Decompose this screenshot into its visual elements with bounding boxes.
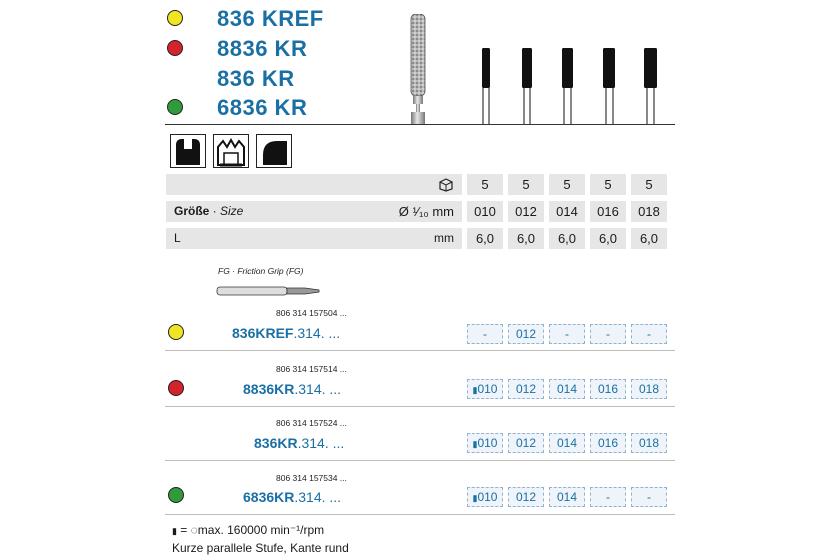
length-unit: mm (434, 231, 454, 245)
yellow-dot-icon (168, 324, 184, 340)
row-divider (165, 514, 675, 515)
size-label: Größe · Size (174, 204, 244, 218)
variant-cell: - (631, 324, 667, 344)
fg-shank-icon (215, 284, 325, 298)
length-label: L (174, 231, 181, 245)
crown-prep-icon (213, 134, 249, 168)
speed-limit-icon: ▮ (472, 493, 478, 503)
description-note: Kurze parallele Stufe, Kante rund (172, 541, 349, 555)
ref-number: 806 314 157534 ... (276, 473, 347, 483)
row-divider (165, 350, 675, 351)
variant-cell: - (590, 487, 626, 507)
package-icon (438, 177, 454, 192)
red-dot-icon (167, 40, 183, 56)
ref-number: 806 314 157504 ... (276, 308, 347, 318)
variant-cell: 014 (549, 433, 585, 453)
header-row-836kref (165, 6, 485, 32)
length-cell: 6,0 (631, 228, 667, 249)
size-row-bar (166, 201, 462, 222)
yellow-dot-icon (167, 10, 183, 26)
variant-cell: 018 (631, 433, 667, 453)
variant-cell: ▮010 (467, 379, 503, 399)
shoulder-prep-icon (256, 134, 292, 168)
pack-cell: 5 (467, 174, 503, 195)
product-code: 6836KR.314. ... (243, 489, 342, 505)
length-cell: 6,0 (467, 228, 503, 249)
size-cell: 012 (508, 201, 544, 222)
variant-cell: 016 (590, 379, 626, 399)
pack-cell: 5 (549, 174, 585, 195)
header-title: 836 KREF (217, 6, 324, 31)
top-divider (165, 124, 675, 125)
diamond-bur-image (400, 14, 436, 124)
silhouette-014 (562, 48, 573, 88)
variant-cell: - (467, 324, 503, 344)
red-dot-icon (168, 380, 184, 396)
length-row-bar (166, 228, 462, 249)
pack-row-bar (166, 174, 462, 195)
product-code: 8836KR.314. ... (243, 381, 342, 397)
green-dot-icon (167, 99, 183, 115)
variant-cell: 014 (549, 379, 585, 399)
header-row-8836kr (165, 36, 485, 62)
variant-cell: - (590, 324, 626, 344)
size-cell: 014 (549, 201, 585, 222)
silhouette-018 (644, 48, 657, 88)
pack-cell: 5 (631, 174, 667, 195)
variant-cell: 018 (631, 379, 667, 399)
shank-label: FG · Friction Grip (FG) (218, 266, 304, 276)
row-divider (165, 460, 675, 461)
silhouette-010 (482, 48, 490, 88)
speed-limit-icon: ▮ (472, 385, 478, 395)
variant-cell: ▮010 (467, 433, 503, 453)
length-cell: 6,0 (508, 228, 544, 249)
header-title: 8836 KR (217, 36, 308, 61)
variant-cell: 016 (590, 433, 626, 453)
size-cell: 010 (467, 201, 503, 222)
silhouette-012 (522, 48, 532, 88)
pack-cell: 5 (590, 174, 626, 195)
product-code: 836KREF.314. ... (232, 325, 341, 341)
cavity-prep-icon (170, 134, 206, 168)
ref-number: 806 314 157524 ... (276, 418, 347, 428)
variant-cell: 012 (508, 433, 544, 453)
header-row-836kr (165, 66, 485, 92)
size-silhouettes (470, 48, 670, 124)
header-title: 6836 KR (217, 95, 308, 120)
variant-cell: 014 (549, 487, 585, 507)
row-divider (165, 406, 675, 407)
variant-cell: 012 (508, 487, 544, 507)
size-cell: 016 (590, 201, 626, 222)
variant-cell: 012 (508, 324, 544, 344)
pack-cell: 5 (508, 174, 544, 195)
green-dot-icon (168, 487, 184, 503)
variant-cell: 012 (508, 379, 544, 399)
product-code: 836KR.314. ... (254, 435, 345, 451)
speed-note: ▮ = ◌max. 160000 min⁻¹/rpm (172, 523, 325, 537)
silhouette-016 (603, 48, 615, 88)
size-cell: 018 (631, 201, 667, 222)
length-cell: 6,0 (549, 228, 585, 249)
header-title: 836 KR (217, 66, 295, 91)
ref-number: 806 314 157514 ... (276, 364, 347, 374)
length-cell: 6,0 (590, 228, 626, 249)
variant-cell: ▮010 (467, 487, 503, 507)
diameter-unit: Ø ¹⁄₁₀ mm (398, 204, 454, 219)
speed-limit-icon: ▮ (472, 439, 478, 449)
variant-cell: - (549, 324, 585, 344)
header-row-6836kr (165, 95, 485, 121)
variant-cell: - (631, 487, 667, 507)
speed-limit-icon: ▮ (172, 526, 177, 536)
